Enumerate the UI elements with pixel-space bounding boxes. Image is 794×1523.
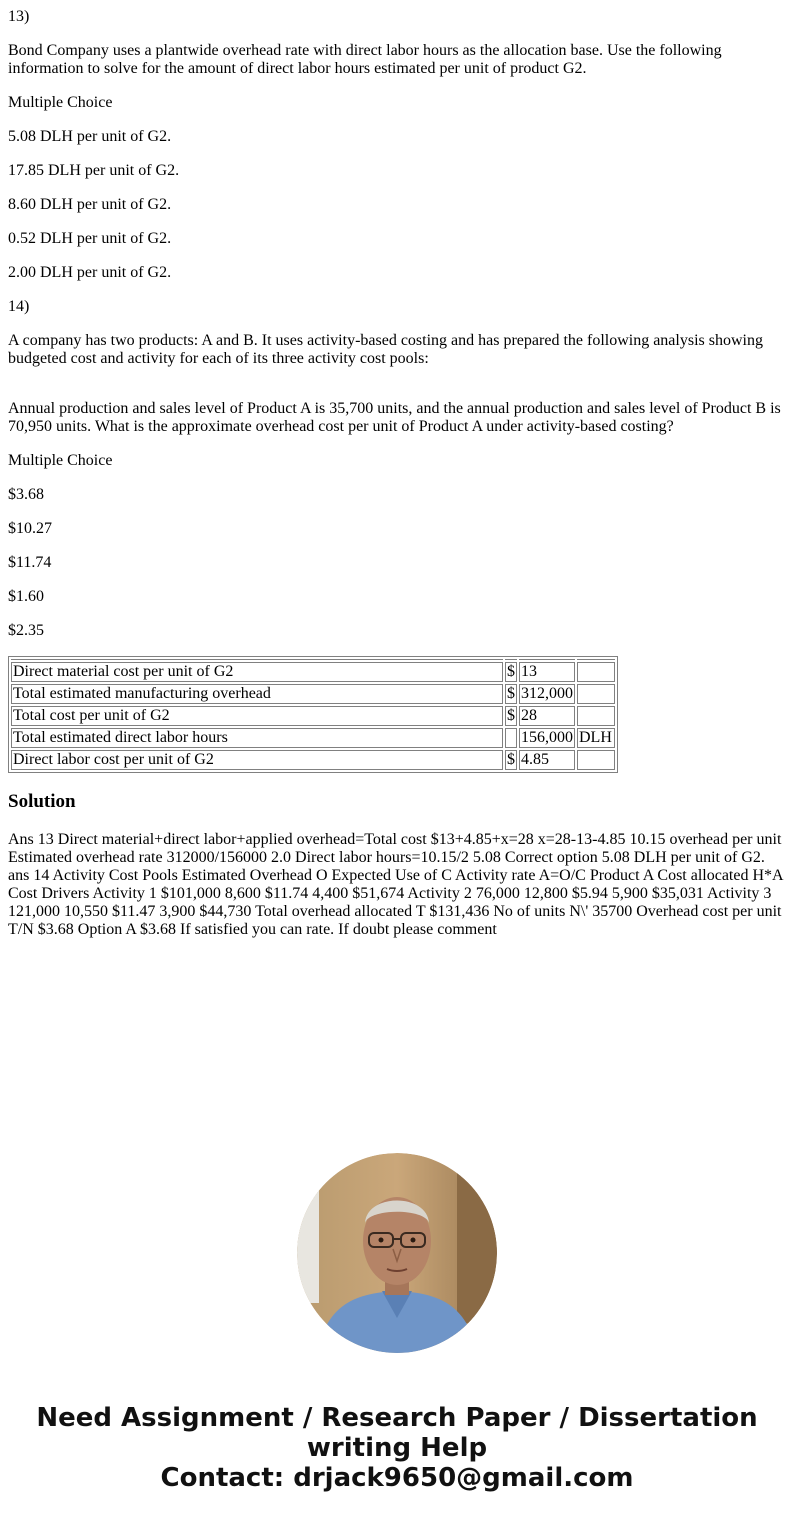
promo-line-1: Need Assignment / Research Paper / Dissertation (36, 1403, 758, 1433)
promo-banner (0, 1403, 794, 1493)
question-14-mc-label: Multiple Choice (8, 452, 113, 469)
table-cell-currency: $ (507, 707, 515, 724)
table-row (11, 750, 615, 770)
tutor-portrait-image (297, 1153, 497, 1353)
question-13-option-4: 0.52 DLH per unit of G2. (8, 230, 172, 247)
promo-contact: Contact: drjack9650@gmail.com (160, 1463, 634, 1493)
question-13-text: Bond Company uses a plantwide overhead rate with direct labor hours as the allocation base. Use the following information to solve for the amount of direct labor hours estimated per unit of product G2. (8, 42, 722, 77)
question-13-option-1: 5.08 DLH per unit of G2. (8, 128, 172, 145)
question-13-number: 13) (8, 8, 30, 25)
table-cell-currency: $ (507, 685, 515, 702)
table-cell-label: Total estimated manufacturing overhead (11, 684, 503, 704)
table-cell-unit (577, 662, 615, 682)
table-cell-unit: DLH (577, 728, 615, 748)
question-14-option-5: $2.35 (8, 622, 44, 639)
document-body (8, 0, 786, 939)
solution-heading: Solution (8, 791, 76, 812)
tutor-avatar (297, 1153, 497, 1353)
question-14-option-1: $3.68 (8, 486, 44, 503)
table-cell-value: 156,000 (521, 729, 573, 746)
table-spacer-row (11, 659, 615, 660)
question-14-option-2: $10.27 (8, 520, 52, 537)
promo-line-2: writing Help (306, 1433, 488, 1463)
table-cell-label: Total cost per unit of G2 (11, 706, 503, 726)
table-cell-currency: $ (507, 663, 515, 680)
table-cell-currency: $ (507, 751, 515, 768)
table-cell-label: Direct labor cost per unit of G2 (11, 750, 503, 770)
question-14-text-2: Annual production and sales level of Product A is 35,700 units, and the annual production and sales level of Product B is 70,950 units. What is the approximate overhead cost per unit of Product A under activity-based costing? (8, 400, 781, 435)
table-cell-label: Direct material cost per unit of G2 (11, 662, 503, 682)
table-cell-label: Total estimated direct labor hours (11, 728, 503, 748)
question-13-option-5: 2.00 DLH per unit of G2. (8, 264, 172, 281)
g2-cost-table (8, 656, 618, 773)
question-14-option-4: $1.60 (8, 588, 44, 605)
table-cell-unit (577, 684, 615, 704)
table-cell-unit (577, 750, 615, 770)
table-cell-value: 312,000 (521, 685, 573, 702)
question-13-option-2: 17.85 DLH per unit of G2. (8, 162, 180, 179)
table-cell-value: 28 (519, 706, 575, 726)
question-14-number: 14) (8, 298, 30, 315)
question-14-text: A company has two products: A and B. It uses activity-based costing and has prepared the following analysis showing budgeted cost and activity for each of its three activity cost pools: (8, 332, 763, 367)
table-row (11, 684, 615, 704)
table-cell-value: 4.85 (519, 750, 575, 770)
table-row (11, 662, 615, 682)
question-14-option-3: $11.74 (8, 554, 52, 571)
solution-text: Ans 13 Direct material+direct labor+applied overhead=Total cost $13+4.85+x=28 x=28-13-4.85 10.15 overhead per unit Estimated overhead rate 312000/156000 2.0 Direct labor hours=10.15/2 5.08 Correct option 5.08 DLH per unit of G2. ans 14 Activity Cost Pools Estimated Overhead O Expected Use of C Activity rate A=O/C Product A Cost allocated H*A Cost Drivers Activity 1 $101,000 8,600 $11.74 4,400 $51,674 Activity 2 76,000 12,800 $5.94 5,900 $35,031 Activity 3 121,000 10,550 $11.47 3,900 $44,730 Total overhead allocated T $131,436 No of units N\' 35700 Overhead cost per unit T/N $3.68 Option A $3.68 If satisfied you can rate. If doubt please comment (8, 831, 783, 938)
missing-table-gap (8, 384, 786, 400)
question-13-option-3: 8.60 DLH per unit of G2. (8, 196, 172, 213)
table-cell-unit (577, 706, 615, 726)
table-row (11, 728, 615, 748)
table-cell-currency (505, 728, 517, 748)
table-cell-value: 13 (519, 662, 575, 682)
table-row (11, 706, 615, 726)
question-13-mc-label: Multiple Choice (8, 94, 113, 111)
